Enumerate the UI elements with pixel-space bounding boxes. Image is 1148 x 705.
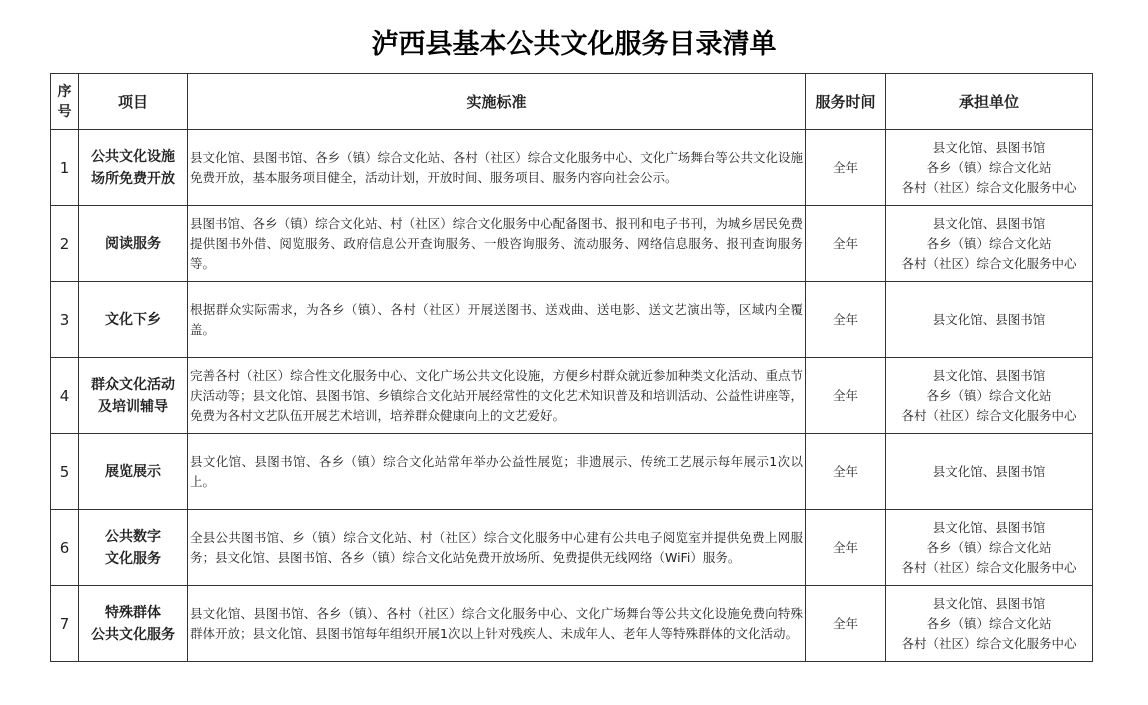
header-time: 服务时间	[806, 74, 886, 130]
cell-item	[79, 434, 188, 510]
unit-line: 县文化馆、县图书馆	[932, 215, 1046, 231]
unit-line: 各乡（镇）综合文化站	[926, 159, 1052, 175]
unit-line: 各村（社区）综合文化服务中心	[901, 407, 1077, 423]
table-row	[51, 282, 1093, 358]
unit-line: 县文化馆、县图书馆	[932, 519, 1046, 535]
cell-seq: 7	[51, 586, 79, 662]
service-catalog-table	[50, 73, 1093, 662]
cell-unit	[886, 510, 1093, 586]
cell-standard: 完善各村（社区）综合性文化服务中心、文化广场公共文化设施，方便乡村群众就近参加种类文化活动、重点节庆活动等；县文化馆、县图书馆、乡镇综合文化站开展经常性的文化艺术知识普及和培训活动、公益性讲座等，免费为各村文艺队伍开展艺术培训，培养群众健康向上的文艺爱好。	[188, 358, 806, 434]
cell-standard: 根据群众实际需求，为各乡（镇）、各村（社区）开展送图书、送戏曲、送电影、送文艺演出等，区域内全覆盖。	[188, 282, 806, 358]
item-line: 公共文化设施	[91, 148, 175, 165]
cell-unit	[886, 358, 1093, 434]
item-line: 阅读服务	[105, 235, 161, 252]
unit-line: 各村（社区）综合文化服务中心	[901, 255, 1077, 271]
cell-time: 全年	[806, 206, 886, 282]
table-header	[51, 74, 1093, 130]
cell-time: 全年	[806, 434, 886, 510]
unit-line: 县文化馆、县图书馆	[932, 311, 1046, 327]
item-line: 文化下乡	[105, 311, 161, 328]
cell-item	[79, 586, 188, 662]
cell-item	[79, 282, 188, 358]
unit-line: 县文化馆、县图书馆	[932, 367, 1046, 383]
table-row	[51, 434, 1093, 510]
cell-standard: 县文化馆、县图书馆、各乡（镇）综合文化站、各村（社区）综合文化服务中心、文化广场舞台等公共文化设施免费开放，基本服务项目健全，活动计划，开放时间、服务项目、服务内容向社会公示。	[188, 130, 806, 206]
item-line: 场所免费开放	[91, 170, 175, 187]
cell-unit	[886, 282, 1093, 358]
cell-seq: 6	[51, 510, 79, 586]
cell-unit	[886, 434, 1093, 510]
cell-seq: 5	[51, 434, 79, 510]
unit-line: 各村（社区）综合文化服务中心	[901, 179, 1077, 195]
cell-unit	[886, 586, 1093, 662]
cell-seq: 1	[51, 130, 79, 206]
unit-line: 各村（社区）综合文化服务中心	[901, 635, 1077, 651]
unit-line: 各乡（镇）综合文化站	[926, 539, 1052, 555]
table-row	[51, 206, 1093, 282]
table-row	[51, 358, 1093, 434]
cell-standard: 县文化馆、县图书馆、各乡（镇）、各村（社区）综合文化服务中心、文化广场舞台等公共文化设施免费向特殊群体开放；县文化馆、县图书馆每年组织开展1次以上针对残疾人、未成年人、老年人等特殊群体的文化活动。	[188, 586, 806, 662]
cell-seq: 4	[51, 358, 79, 434]
unit-line: 各乡（镇）综合文化站	[926, 235, 1052, 251]
cell-time: 全年	[806, 358, 886, 434]
unit-line: 县文化馆、县图书馆	[932, 595, 1046, 611]
cell-standard: 县文化馆、县图书馆、各乡（镇）综合文化站常年举办公益性展览；非遗展示、传统工艺展示每年展示1次以上。	[188, 434, 806, 510]
cell-item	[79, 358, 188, 434]
item-line: 特殊群体	[105, 604, 161, 621]
header-unit: 承担单位	[886, 74, 1093, 130]
table-row	[51, 130, 1093, 206]
cell-standard: 全县公共图书馆、乡（镇）综合文化站、村（社区）综合文化服务中心建有公共电子阅览室并提供免费上网服务；县文化馆、县图书馆、各乡（镇）综合文化站免费开放场所、免费提供无线网络（WiFi）服务。	[188, 510, 806, 586]
cell-unit	[886, 130, 1093, 206]
table-row	[51, 510, 1093, 586]
cell-item	[79, 130, 188, 206]
unit-line: 各乡（镇）综合文化站	[926, 615, 1052, 631]
cell-time: 全年	[806, 282, 886, 358]
header-item: 项目	[79, 74, 188, 130]
cell-time: 全年	[806, 510, 886, 586]
header-seq: 序号	[51, 74, 79, 130]
cell-time: 全年	[806, 586, 886, 662]
cell-standard: 县图书馆、各乡（镇）综合文化站、村（社区）综合文化服务中心配备图书、报刊和电子书刊，为城乡居民免费提供图书外借、阅览服务、政府信息公开查询服务、一般咨询服务、流动服务、网络信息服务、报刊查询服务等。	[188, 206, 806, 282]
cell-item	[79, 510, 188, 586]
cell-unit	[886, 206, 1093, 282]
item-line: 文化服务	[105, 550, 161, 567]
header-standard: 实施标准	[188, 74, 806, 130]
table-row	[51, 586, 1093, 662]
cell-time: 全年	[806, 130, 886, 206]
page-title: 泸西县基本公共文化服务目录清单	[371, 29, 777, 60]
cell-seq: 3	[51, 282, 79, 358]
unit-line: 各村（社区）综合文化服务中心	[901, 559, 1077, 575]
cell-item	[79, 206, 188, 282]
unit-line: 县文化馆、县图书馆	[932, 463, 1046, 479]
item-line: 及培训辅导	[98, 398, 168, 415]
unit-line: 各乡（镇）综合文化站	[926, 387, 1052, 403]
item-line: 群众文化活动	[91, 376, 175, 393]
cell-seq: 2	[51, 206, 79, 282]
item-line: 公共文化服务	[91, 626, 175, 643]
item-line: 展览展示	[105, 463, 161, 480]
unit-line: 县文化馆、县图书馆	[932, 139, 1046, 155]
item-line: 公共数字	[105, 528, 161, 545]
